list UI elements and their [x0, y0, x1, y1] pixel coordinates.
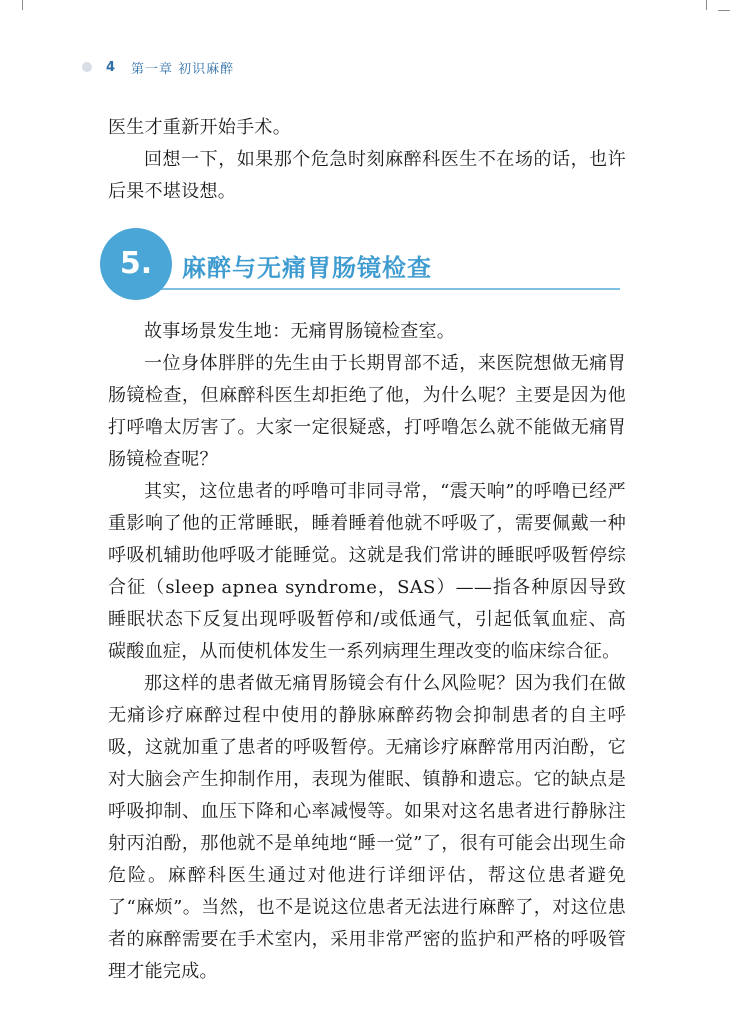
- paragraph: 一位身体胖胖的先生由于长期胃部不适，来医院想做无痛胃肠镜检查，但麻醉科医生却拒绝了他，为什么呢？主要是因为他打呼噜太厉害了。大家一定很疑惑，打呼噜怎么就不能做无痛胃肠镜检查呢？: [108, 353, 626, 470]
- paragraph: 那这样的患者做无痛胃肠镜会有什么风险呢？因为我们在做无痛诊疗麻醉过程中使用的静脉麻醉药物会抑制患者的自主呼吸，这就加重了患者的呼吸暂停。无痛诊疗麻醉常用丙泊酚，它对大脑会产生抑制作用，表现为催眠、镇静和遗忘。它的缺点是呼吸抑制、血压下降和心率减慢等。如果对这名患者进行静脉注射丙泊酚，那他就不是单纯地“睡一觉”了，很有可能会出现生命危险。麻醉科医生通过对他进行详细评估，帮这位患者避免了“麻烦”。当然，也不是说这位患者无法进行麻醉了，对这位患者的麻醉需要在手术室内，采用非常严密的监护和严格的呼吸管理才能完成。: [108, 673, 626, 982]
- paragraph: 医生才重新开始手术。: [108, 117, 291, 138]
- header-dot-icon: [82, 62, 92, 72]
- section-rule: [160, 288, 620, 290]
- intro-text: [108, 112, 626, 208]
- body-text: [108, 316, 626, 988]
- paragraph: 其实，这位患者的呼噜可非同寻常，“震天响”的呼噜已经严重影响了他的正常睡眠，睡着睡着他就不呼吸了，需要佩戴一种呼吸机辅助他呼吸才能睡觉。这就是我们常讲的睡眠呼吸暂停综合征（sleep apnea syndrome，SAS）——指各种原因导致睡眠状态下反复出现呼吸暂停和/或低通气，引起低氧血症、高碳酸血症，从而使机体发生一系列病理生理改变的临床综合征。: [108, 481, 626, 662]
- section-title: 麻醉与无痛胃肠镜检查: [182, 254, 432, 282]
- section-number-badge: 5.: [100, 228, 172, 300]
- page-number: 4: [106, 59, 116, 75]
- crop-mark-top-left: [22, 0, 24, 10]
- chapter-title: 第一章 初识麻醉: [131, 61, 235, 77]
- paragraph: 故事场景发生地：无痛胃肠镜检查室。: [144, 321, 456, 342]
- crop-mark-top-right-horizontal: [718, 10, 730, 12]
- section-heading: [100, 228, 620, 308]
- paragraph: 回想一下，如果那个危急时刻麻醉科医生不在场的话，也许后果不堪设想。: [108, 149, 626, 202]
- crop-mark-top-right: [706, 0, 708, 10]
- running-header: [82, 57, 234, 77]
